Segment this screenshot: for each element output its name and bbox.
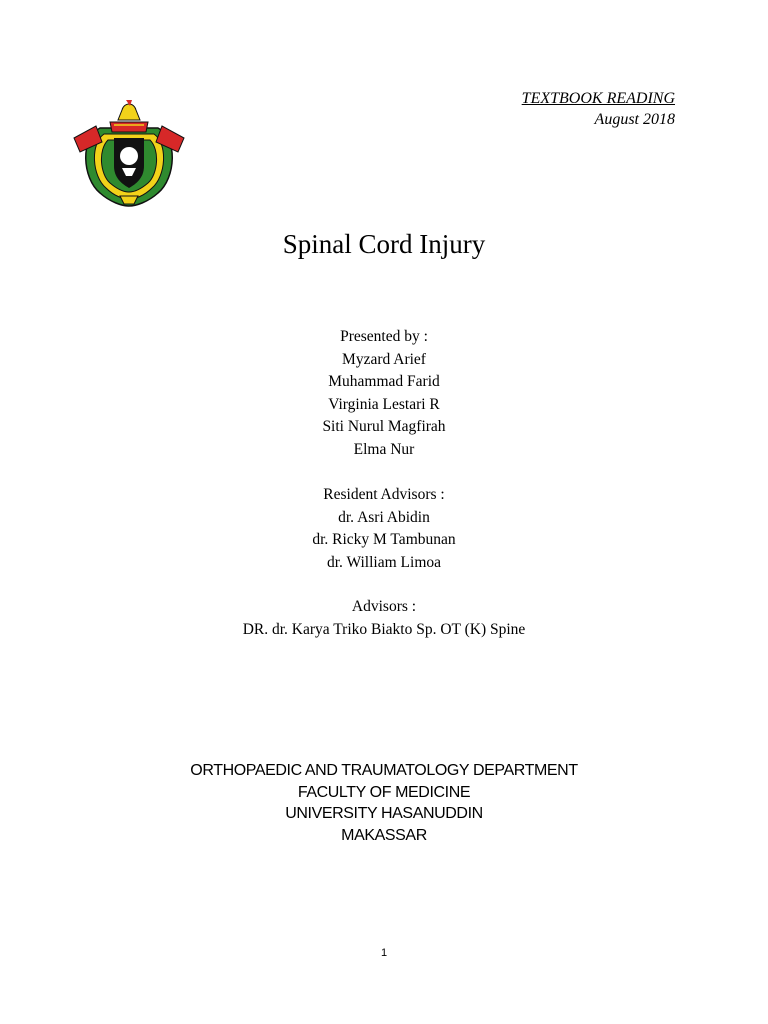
- page-title: Spinal Cord Injury: [282, 229, 486, 259]
- advisor-name: DR. dr. Karya Triko Biakto Sp. OT (K) Spine: [242, 620, 526, 638]
- presenter-name: Myzard Arief: [342, 350, 426, 368]
- resident-advisor-name: dr. Ricky M Tambunan: [312, 531, 456, 548]
- page-number: 1: [380, 947, 388, 959]
- department-name: ORTHOPAEDIC AND TRAUMATOLOGY DEPARTMENT: [190, 762, 578, 779]
- university-emblem-icon: [70, 98, 188, 208]
- presenter-name: Muhammad Farid: [328, 373, 440, 390]
- presenter-name: Virginia Lestari R: [328, 395, 440, 413]
- faculty-name: FACULTY OF MEDICINE: [297, 783, 471, 801]
- city-name: MAKASSAR: [341, 826, 427, 844]
- advisors-heading: Advisors :: [351, 598, 417, 615]
- resident-advisors-section: [0, 484, 768, 574]
- resident-advisor-name: dr. William Limoa: [326, 553, 442, 571]
- resident-advisors-heading: Resident Advisors :: [323, 486, 445, 503]
- presenters-heading: Presented by :: [340, 328, 428, 345]
- presenters-section: [0, 326, 768, 461]
- document-header: [522, 88, 675, 130]
- advisors-section: [0, 596, 768, 641]
- university-name: UNIVERSITY HASANUDDIN: [285, 805, 483, 822]
- presenter-name: Siti Nurul Magfirah: [322, 418, 446, 435]
- document-date: August 2018: [594, 111, 675, 128]
- document-type-label: TEXTBOOK READING: [521, 90, 675, 107]
- presenter-name: Elma Nur: [353, 440, 415, 458]
- institution-block: [0, 760, 768, 846]
- resident-advisor-name: dr. Asri Abidin: [338, 508, 430, 526]
